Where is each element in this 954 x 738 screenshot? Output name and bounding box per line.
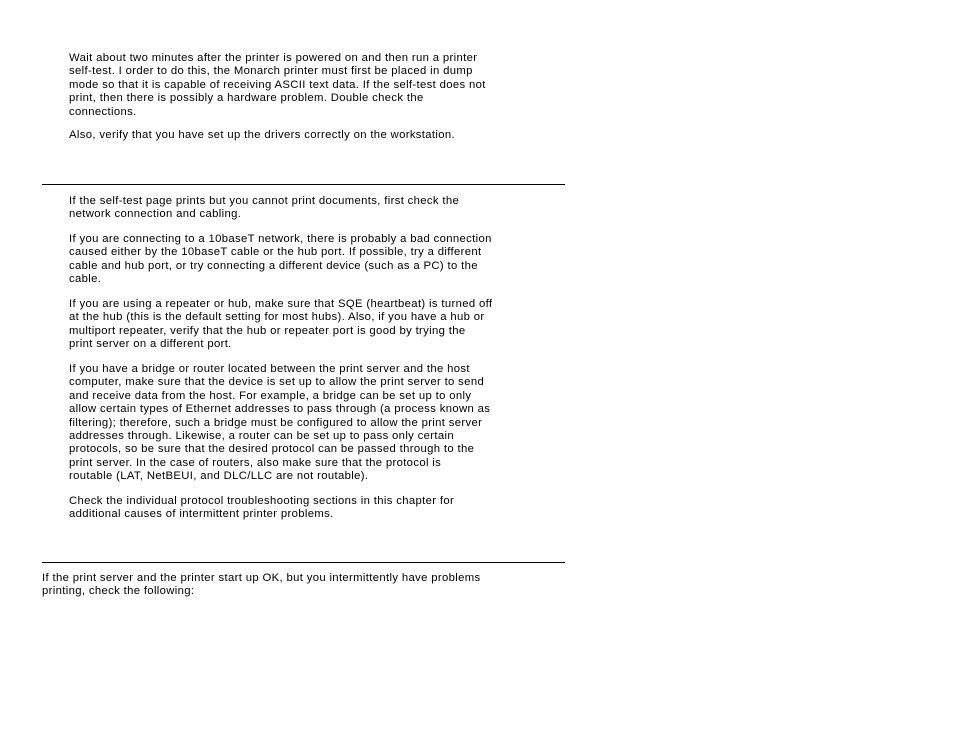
text-line: printing, check the following: bbox=[42, 585, 195, 598]
text-line: and receive data from the host. For example, a bridge can be set up to only bbox=[69, 389, 472, 402]
text-line: If you have a bridge or router located between the print server and the host bbox=[69, 363, 470, 375]
text-line: Also, verify that you have set up the drivers correctly on the workstation. bbox=[69, 129, 456, 141]
text-line: allow certain types of Ethernet addresses to pass through (a process known as bbox=[69, 403, 491, 416]
text-line: multiport repeater, verify that the hub or repeater port is good by trying the bbox=[69, 324, 466, 337]
paragraph-verify-drivers bbox=[69, 129, 455, 142]
section-divider bbox=[42, 184, 565, 185]
text-line: If you are connecting to a 10baseT network, there is probably a bad connection bbox=[69, 233, 492, 245]
text-line: print server on a different port. bbox=[69, 338, 232, 351]
paragraph-printer-self-test bbox=[69, 52, 486, 119]
paragraph-intermittent-problems bbox=[42, 572, 481, 599]
text-line: routable (LAT, NetBEUI, and DLC/LLC are not routable). bbox=[69, 470, 369, 483]
text-line: Check the individual protocol troubleshooting sections in this chapter for bbox=[69, 495, 455, 507]
text-line: additional causes of intermittent printer problems. bbox=[69, 508, 334, 521]
text-line: print server. In the case of routers, also make sure that the protocol is bbox=[69, 456, 442, 469]
text-line: network connection and cabling. bbox=[69, 208, 242, 221]
text-line: Wait about two minutes after the printer is powered on and then run a printer bbox=[69, 52, 478, 64]
text-line: cable. bbox=[69, 273, 102, 286]
text-line: addresses through. Likewise, a router can be set up to pass only certain bbox=[69, 430, 455, 443]
text-line: self-test. I order to do this, the Monarch printer must first be placed in dump bbox=[69, 65, 473, 78]
paragraph-check-network-cabling bbox=[69, 195, 459, 222]
text-line: print, then there is possibly a hardware problem. Double check the bbox=[69, 92, 424, 105]
text-line: If you are using a repeater or hub, make sure that SQE (heartbeat) is turned off bbox=[69, 298, 493, 310]
text-line: cable and hub port, or try connecting a different device (such as a PC) to the bbox=[69, 259, 478, 272]
text-line: mode so that it is capable of receiving ASCII text data. If the self-test does not bbox=[69, 78, 486, 91]
text-line: protocols, so be sure that the desired protocol can be passed through to the bbox=[69, 443, 475, 456]
paragraph-repeater-hub-sqe bbox=[69, 298, 492, 352]
paragraph-bridge-router bbox=[69, 363, 490, 484]
text-line: caused either by the 10baseT cable or the hub port. If possible, try a different bbox=[69, 246, 482, 259]
text-line: If the print server and the printer start up OK, but you intermittently have problems bbox=[42, 572, 481, 584]
paragraph-protocol-troubleshooting bbox=[69, 495, 454, 522]
section-divider bbox=[42, 562, 565, 563]
text-line: If the self-test page prints but you cannot print documents, first check the bbox=[69, 195, 460, 207]
text-line: at the hub (this is the default setting for most hubs). Also, if you have a hub or bbox=[69, 311, 485, 324]
text-line: filtering); therefore, such a bridge must be configured to allow the print server bbox=[69, 416, 483, 429]
text-line: computer, make sure that the device is set up to allow the print server to send bbox=[69, 376, 485, 389]
paragraph-10baset-connection bbox=[69, 233, 492, 287]
text-line: connections. bbox=[69, 105, 137, 118]
